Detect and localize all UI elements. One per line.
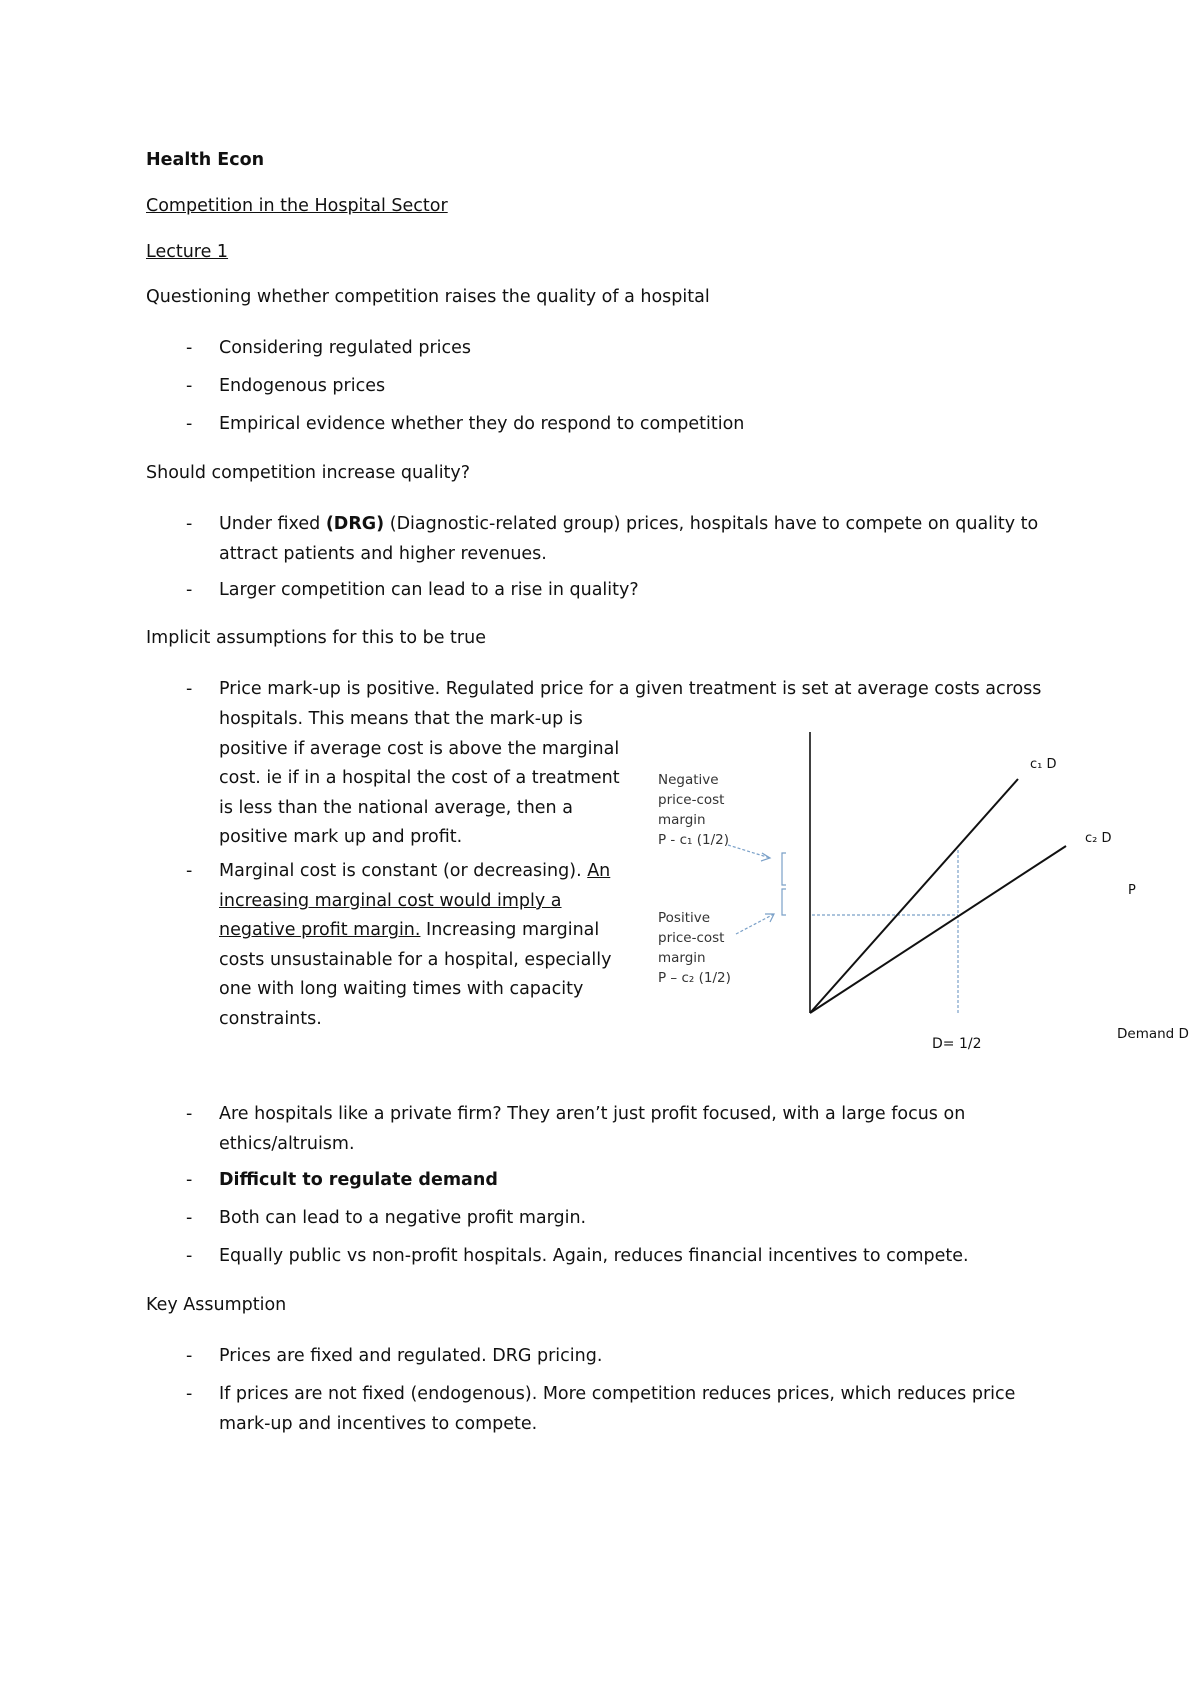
topic-heading: Competition in the Hospital Sector [146, 196, 448, 216]
lecture-heading: Lecture 1 [146, 242, 229, 262]
bullet-dash: - [186, 1246, 193, 1266]
c2-cost-line [810, 846, 1066, 1013]
bullet-dash: - [186, 1346, 193, 1366]
svg-text:Negative: Negative [658, 772, 719, 788]
demand-point-label: D= 1/2 [932, 1036, 982, 1052]
bullet-dash: - [186, 1208, 193, 1228]
svg-text:Positive: Positive [658, 910, 711, 926]
assumptions-heading: Implicit assumptions for this to be true [146, 628, 486, 648]
neg-bracket [782, 853, 786, 885]
pos-margin-label [658, 910, 731, 986]
bullet-dash: - [186, 1384, 193, 1404]
x-axis-label: Demand D [1117, 1026, 1189, 1042]
neg-margin-label [658, 772, 729, 848]
bullet-dash: - [186, 580, 193, 600]
bullet-dash: - [186, 414, 193, 434]
doc-title: Health Econ [146, 150, 265, 170]
svg-text:P - c₁ (1/2): P - c₁ (1/2) [658, 832, 729, 848]
svg-text:price-cost: price-cost [658, 930, 725, 946]
p-label: P [1128, 883, 1136, 898]
pos-arrow [736, 914, 774, 934]
bullet-dash: - [186, 514, 193, 534]
c1-cost-line [810, 779, 1018, 1013]
bullet-dash: - [186, 679, 193, 699]
bullet-dash: - [186, 338, 193, 358]
question-heading: Should competition increase quality? [146, 463, 471, 483]
key-heading: Key Assumption [146, 1295, 287, 1315]
svg-text:price-cost: price-cost [658, 792, 725, 808]
c2-label: c₂ D [1085, 831, 1112, 846]
c1-label: c₁ D [1030, 757, 1057, 772]
bullet-dash: - [186, 376, 193, 396]
pos-bracket [782, 889, 786, 915]
svg-text:margin: margin [658, 812, 706, 828]
intro-text: Questioning whether competition raises the quality of a hospital [146, 287, 710, 307]
svg-text:P – c₂ (1/2): P – c₂ (1/2) [658, 970, 731, 986]
svg-text:margin: margin [658, 950, 706, 966]
bullet-dash: - [186, 861, 193, 881]
bullet-dash: - [186, 1104, 193, 1124]
neg-arrow [728, 845, 770, 858]
bullet-dash: - [186, 1170, 193, 1190]
